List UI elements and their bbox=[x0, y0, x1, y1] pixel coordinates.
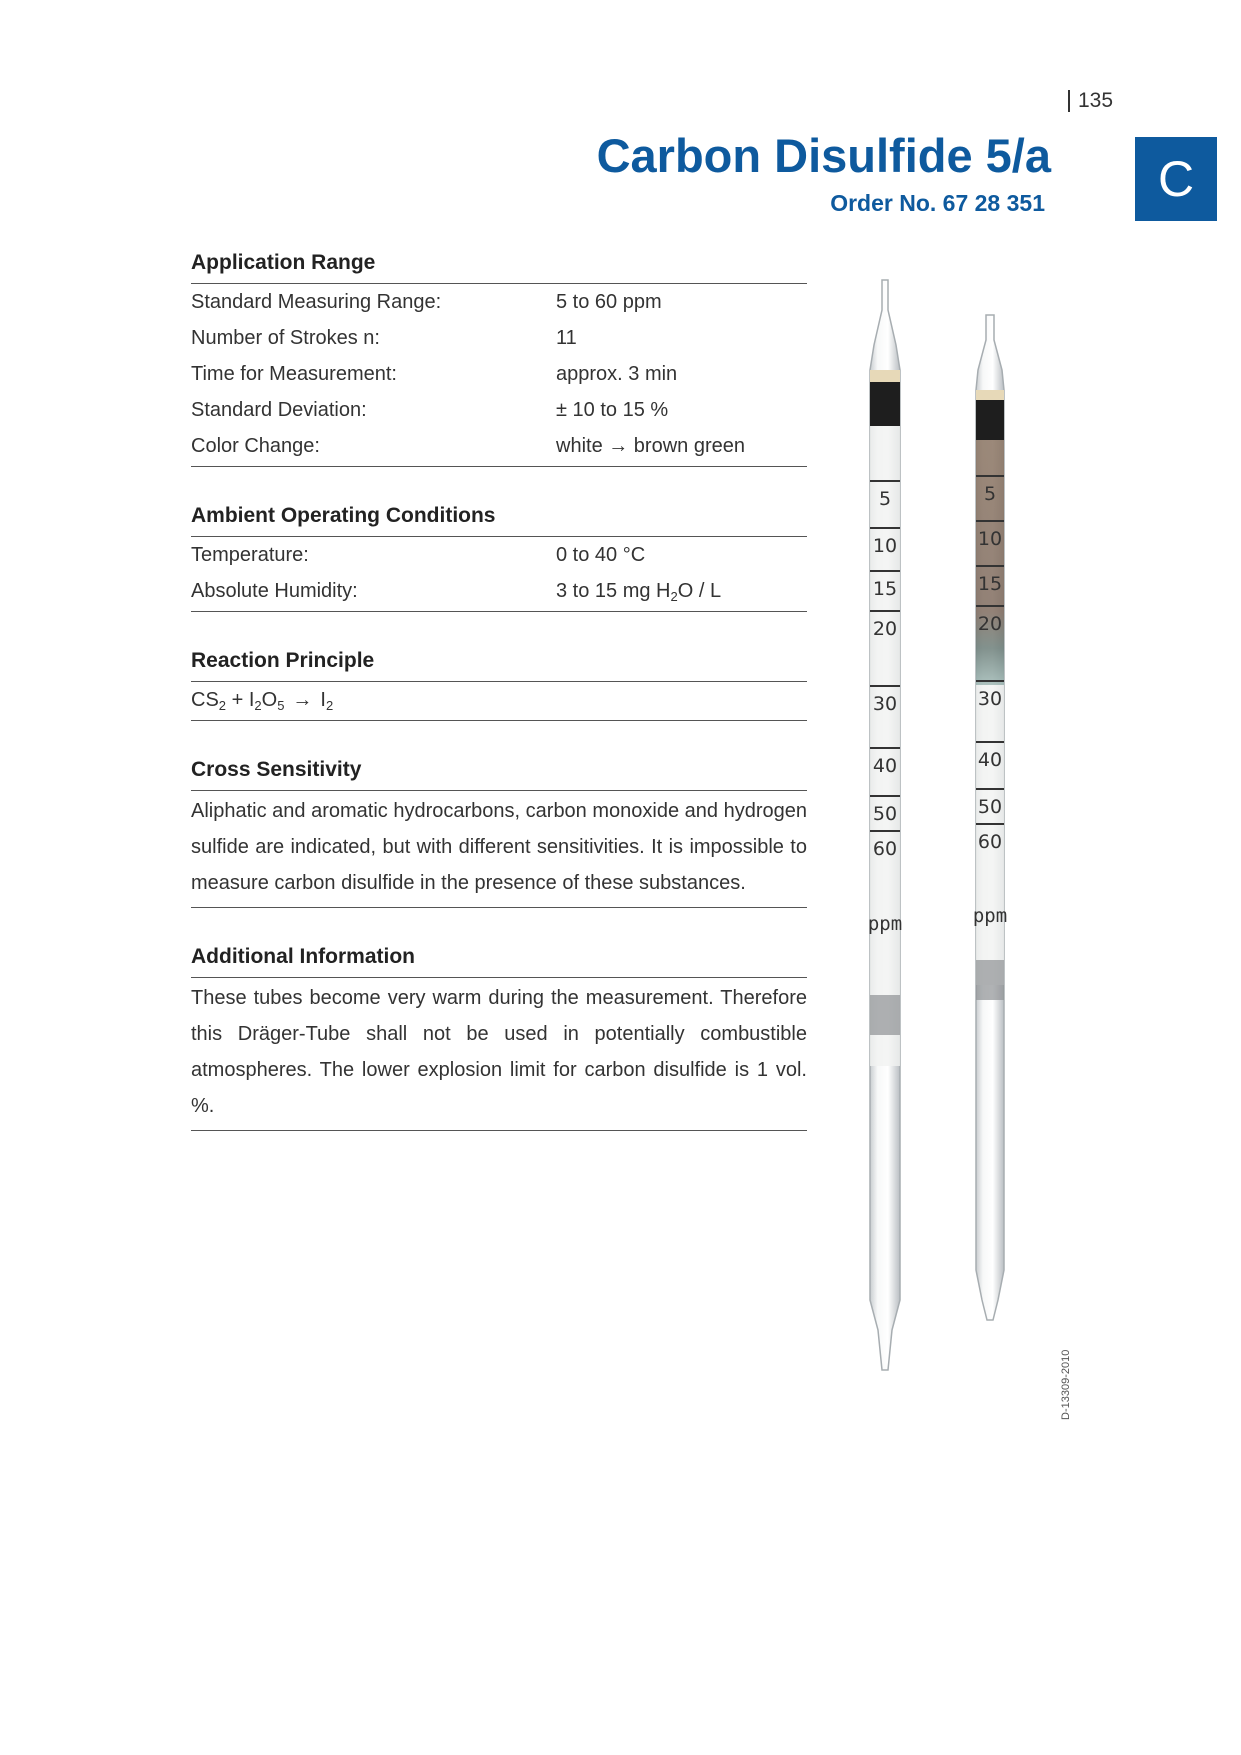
application-range-row bbox=[191, 356, 807, 392]
reaction-principle-section bbox=[191, 647, 807, 721]
application-range-section bbox=[191, 249, 807, 467]
application-range-row bbox=[191, 284, 807, 320]
equation-term: I bbox=[320, 689, 326, 711]
equation-term: O bbox=[261, 689, 278, 711]
row-value: ± 10 to 15 % bbox=[556, 399, 669, 421]
application-range-row bbox=[191, 392, 807, 428]
page-number: 135 bbox=[1068, 90, 1113, 112]
humidity-label: Absolute Humidity: bbox=[191, 580, 358, 602]
equation-subscript: 2 bbox=[254, 698, 262, 713]
ambient-conditions-table bbox=[191, 537, 807, 612]
row-label: Number of Strokes n: bbox=[191, 327, 380, 349]
scale-label: 50 bbox=[872, 803, 898, 825]
humidity-value bbox=[556, 573, 807, 609]
scale-label: 40 bbox=[977, 749, 1003, 771]
scale-label: 50 bbox=[977, 796, 1003, 818]
scale-label: 30 bbox=[872, 693, 898, 715]
cross-sensitivity-heading: Cross Sensitivity bbox=[191, 756, 807, 791]
row-value: approx. 3 min bbox=[556, 363, 678, 385]
humidity-value-part: 3 to 15 mg H bbox=[556, 580, 671, 602]
page-title: Carbon Disulfide 5/a bbox=[596, 129, 1051, 182]
row-label: Color Change: bbox=[191, 435, 320, 457]
scale-label: 20 bbox=[872, 618, 898, 640]
scale-label: 15 bbox=[872, 578, 898, 600]
scale-label: 40 bbox=[872, 755, 898, 777]
scale-label: 20 bbox=[977, 613, 1003, 635]
scale-label: 5 bbox=[878, 488, 892, 510]
cross-sensitivity-text: Aliphatic and aromatic hydrocarbons, carbon monoxide and hydrogen sulfide are indicated, but with different sensitivities. It is impossible to measure carbon disulfide in the presence of these substances. bbox=[191, 800, 807, 894]
humidity-value-part: O / L bbox=[677, 580, 722, 602]
temperature-label: Temperature: bbox=[191, 544, 309, 566]
additional-information-heading: Additional Information bbox=[191, 943, 807, 978]
used-tube bbox=[973, 315, 1007, 1320]
unused-tube bbox=[868, 280, 902, 1370]
section-letter-tab: C bbox=[1135, 137, 1217, 221]
scale-label: 5 bbox=[983, 483, 997, 505]
equation-term: + I bbox=[231, 689, 255, 711]
ambient-conditions-section bbox=[191, 502, 807, 612]
temperature-value: 0 to 40 °C bbox=[556, 544, 646, 566]
reaction-principle-heading: Reaction Principle bbox=[191, 647, 807, 682]
scale-unit: ppm bbox=[867, 913, 903, 935]
humidity-row bbox=[191, 573, 807, 609]
application-range-heading: Application Range bbox=[191, 249, 807, 284]
application-range-table bbox=[191, 284, 807, 467]
order-number: Order No. 67 28 351 bbox=[830, 190, 1045, 216]
equation-term: CS bbox=[191, 689, 219, 711]
scale-label: 60 bbox=[977, 831, 1003, 853]
application-range-row bbox=[191, 320, 807, 356]
humidity-subscript: 2 bbox=[670, 589, 678, 604]
equation-subscript: 5 bbox=[277, 698, 285, 713]
cross-sensitivity-section bbox=[191, 756, 807, 908]
reaction-arrow: → bbox=[292, 689, 313, 711]
content-column bbox=[191, 249, 807, 1166]
equation-subscript: 2 bbox=[218, 698, 227, 713]
equation-subscript: 2 bbox=[325, 698, 334, 713]
additional-information-text: These tubes become very warm during the measurement. Therefore this Dräger-Tube shall not be used in potentially combustible atmospheres. The lower explosion limit for carbon disulfide is 1 vol. %. bbox=[191, 987, 807, 1117]
reaction-equation bbox=[191, 682, 807, 721]
scale-unit: ppm bbox=[972, 905, 1008, 927]
scale-label: 10 bbox=[872, 535, 898, 557]
ambient-conditions-heading: Ambient Operating Conditions bbox=[191, 502, 807, 537]
row-label: Time for Measurement: bbox=[191, 363, 397, 385]
additional-information-section bbox=[191, 943, 807, 1131]
row-value: 11 bbox=[556, 327, 577, 349]
row-label: Standard Measuring Range: bbox=[191, 291, 442, 313]
additional-information-body bbox=[191, 978, 807, 1131]
row-value: white → brown green bbox=[556, 435, 745, 457]
scale-label: 30 bbox=[977, 688, 1003, 710]
photo-credit: D-13309-2010 bbox=[1060, 1349, 1072, 1420]
cross-sensitivity-body bbox=[191, 791, 807, 908]
tube-photo bbox=[830, 270, 1090, 1430]
scale-label: 60 bbox=[872, 838, 898, 860]
row-value: 5 to 60 ppm bbox=[556, 291, 662, 313]
row-label: Standard Deviation: bbox=[191, 399, 367, 421]
scale-label: 15 bbox=[977, 573, 1003, 595]
application-range-row bbox=[191, 428, 807, 464]
temperature-row bbox=[191, 537, 807, 573]
scale-label: 10 bbox=[977, 528, 1003, 550]
